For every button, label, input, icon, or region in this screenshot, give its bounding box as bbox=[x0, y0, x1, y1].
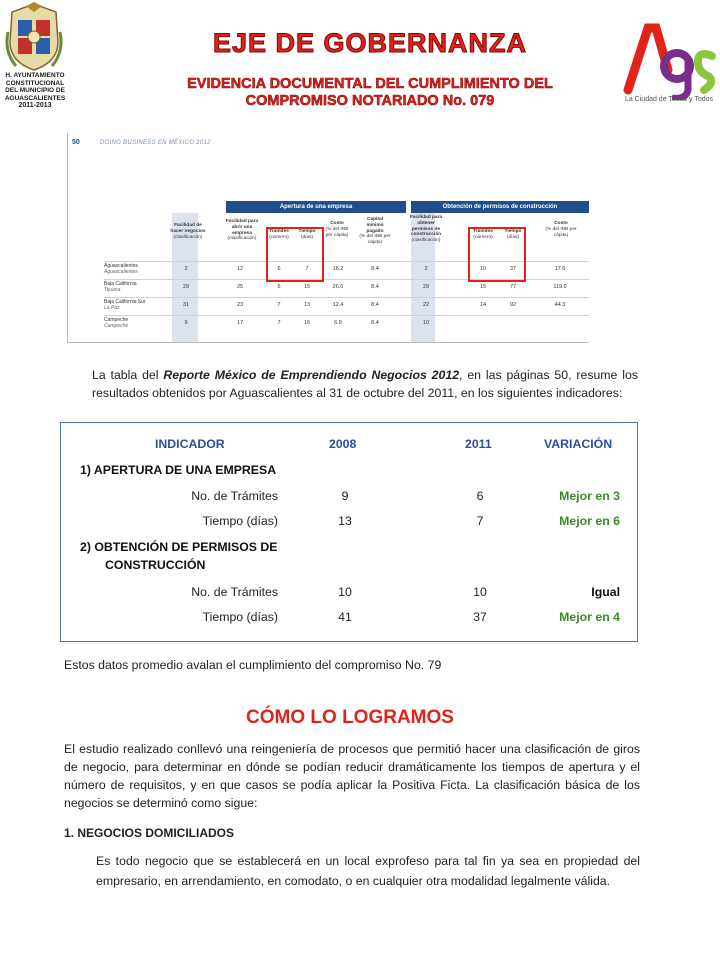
report-cell: 77 bbox=[509, 284, 517, 290]
report-cell: 8.4 bbox=[371, 302, 379, 308]
report-cell: 7 bbox=[305, 266, 309, 272]
municipal-crest-logo bbox=[4, 2, 64, 72]
indicator-label: No. de Trámites bbox=[191, 585, 278, 599]
section-heading: CÓMO LO LOGRAMOS bbox=[246, 707, 454, 728]
report-cell: 6 bbox=[277, 266, 281, 272]
report-cell: 26.6 bbox=[332, 284, 344, 290]
report-cell: 7 bbox=[277, 302, 281, 308]
report-cell: 119.9 bbox=[553, 284, 567, 290]
report-cell: 12.4 bbox=[332, 302, 344, 308]
report-cell: 2 bbox=[424, 266, 428, 272]
col-header: Tiempo (días) bbox=[504, 229, 522, 240]
report-cell: 13 bbox=[303, 302, 311, 308]
section-permisos-cont: CONSTRUCCIÓN bbox=[105, 558, 206, 572]
value-2011: 37 bbox=[473, 610, 487, 624]
municipality-name: H. AYUNTAMIENTO CONSTITUCIONAL DEL MUNICIPIO DE AGUASCALIENTES 2011-2013 bbox=[4, 72, 66, 109]
state-name: Baja California Tijuana bbox=[104, 281, 137, 293]
report-cell: 9 bbox=[184, 320, 188, 326]
page-title: EJE DE GOBERNANZA bbox=[212, 28, 528, 58]
state-name: Campeche Campeche bbox=[104, 317, 129, 329]
intro-paragraph: La tabla del Reporte México de Emprendiendo Negocios 2012, en las páginas 50, resume los resultados obtenidos por Aguascalientes al 31 de octubre del 2011, en los siguientes indicadores: bbox=[92, 368, 638, 400]
report-cell: 6 bbox=[277, 284, 281, 290]
state-name: Aguascalientes Aguascalientes bbox=[104, 263, 138, 275]
report-cell: 10 bbox=[422, 320, 430, 326]
variation-value: Mejor en 4 bbox=[559, 610, 620, 624]
value-2008: 41 bbox=[338, 610, 352, 624]
report-cell: 8.4 bbox=[371, 320, 379, 326]
report-cell: 23 bbox=[236, 302, 244, 308]
report-cell: 10 bbox=[479, 266, 487, 272]
report-cell: 17.6 bbox=[554, 266, 566, 272]
report-cell: 8.4 bbox=[371, 266, 379, 272]
report-cell: 29 bbox=[422, 284, 430, 290]
state-name: Baja California Sur La Paz bbox=[104, 299, 146, 311]
col-header: Facilidad para obtener permisos de construcción (clasificación) bbox=[409, 215, 443, 244]
report-row bbox=[104, 297, 589, 313]
value-2008: 13 bbox=[338, 514, 352, 528]
section-permisos: 2) OBTENCIÓN DE PERMISOS DE bbox=[80, 540, 278, 554]
indicator-header: INDICADOR bbox=[155, 437, 225, 451]
year-2011-header: 2011 bbox=[465, 437, 492, 451]
report-cell: 2 bbox=[184, 266, 188, 272]
col-header: Capital mínimo pagado (% del INB per cápita) bbox=[359, 217, 391, 246]
variation-value: Mejor en 3 bbox=[559, 489, 620, 503]
report-cell: 17 bbox=[236, 320, 244, 326]
report-page-title: DOING BUSINESS EN MÉXICO 2012 bbox=[100, 140, 211, 146]
report-cell: 25 bbox=[236, 284, 244, 290]
value-2008: 10 bbox=[338, 585, 352, 599]
report-cell: 16.2 bbox=[332, 266, 344, 272]
indicator-label: No. de Trámites bbox=[191, 489, 278, 503]
report-cell: 12 bbox=[236, 266, 244, 272]
report-cell: 6.9 bbox=[334, 320, 342, 326]
item-heading: 1. NEGOCIOS DOMICILIADOS bbox=[64, 826, 235, 840]
report-cell: 8.4 bbox=[371, 284, 379, 290]
report-cell: 14 bbox=[479, 302, 487, 308]
group-header-apertura: Apertura de una empresa bbox=[226, 201, 406, 213]
como-paragraph: El estudio realizado conllevó una reingeniería de procesos que permitió hacer una clasificación de giros de negocio, para determinar en dónde se podían reducir dramáticamente los tiempos de apertura y el número de requisitos, y en que casos se podía aplicar la Positiva Ficta. La clasificación básica de los negocios se determinó como sigue: bbox=[64, 742, 640, 810]
indicator-label: Tiempo (días) bbox=[202, 514, 278, 528]
report-cell: 16 bbox=[303, 320, 311, 326]
variation-value: Mejor en 6 bbox=[559, 514, 620, 528]
report-cell: 29 bbox=[182, 284, 190, 290]
col-header: Costo (% del INB per cápita) bbox=[325, 221, 349, 238]
year-2008-header: 2008 bbox=[329, 437, 357, 451]
logo-tagline: La Ciudad de Todas y Todos bbox=[624, 96, 714, 103]
report-table-image bbox=[67, 133, 589, 343]
report-page-number: 50 bbox=[72, 139, 80, 146]
highlight-box bbox=[468, 227, 526, 282]
col-header: Facilidad para abrir una empresa (clasificación) bbox=[225, 219, 259, 242]
col-header: Facilidad de hacer negocios (clasificación) bbox=[170, 223, 206, 240]
variation-header: VARIACIÓN bbox=[544, 437, 613, 451]
report-row bbox=[104, 315, 589, 331]
col-header: Tiempo (días) bbox=[298, 229, 316, 240]
section-apertura: 1) APERTURA DE UNA EMPRESA bbox=[80, 463, 277, 477]
report-cell: 37 bbox=[509, 266, 517, 272]
evidence-note: Estos datos promedio avalan el cumplimiento del compromiso No. 79 bbox=[64, 658, 442, 672]
report-cell: 7 bbox=[277, 320, 281, 326]
report-cell: 22 bbox=[422, 302, 430, 308]
value-2011: 7 bbox=[476, 514, 484, 528]
page-subtitle: EVIDENCIA DOCUMENTAL DEL CUMPLIMIENTO DEL COMPROMISO NOTARIADO No. 079 bbox=[187, 76, 553, 109]
value-2011: 6 bbox=[476, 489, 484, 503]
report-cell: 15 bbox=[479, 284, 487, 290]
report-cell: 92 bbox=[509, 302, 517, 308]
col-header: Costo (% del INB per cápita) bbox=[545, 221, 577, 238]
report-cell: 44.3 bbox=[554, 302, 566, 308]
value-2011: 10 bbox=[473, 585, 487, 599]
indicator-label: Tiempo (días) bbox=[202, 610, 278, 624]
col-header: Trámites (número) bbox=[269, 229, 289, 240]
highlight-box bbox=[266, 227, 324, 282]
col-header: Trámites (número) bbox=[473, 229, 493, 240]
report-cell: 15 bbox=[303, 284, 311, 290]
group-header-permisos: Obtención de permisos de construcción bbox=[411, 201, 589, 213]
value-2008: 9 bbox=[341, 489, 349, 503]
variation-value: Igual bbox=[591, 585, 620, 599]
report-cell: 31 bbox=[182, 302, 190, 308]
indicator-table bbox=[60, 422, 638, 642]
item-description: Es todo negocio que se establecerá en un local exprofeso para tal fin ya sea en propiedad del empresario, en arrendamiento, en comodato, o en cualquier otra modalidad legalmente válida. bbox=[96, 854, 640, 888]
